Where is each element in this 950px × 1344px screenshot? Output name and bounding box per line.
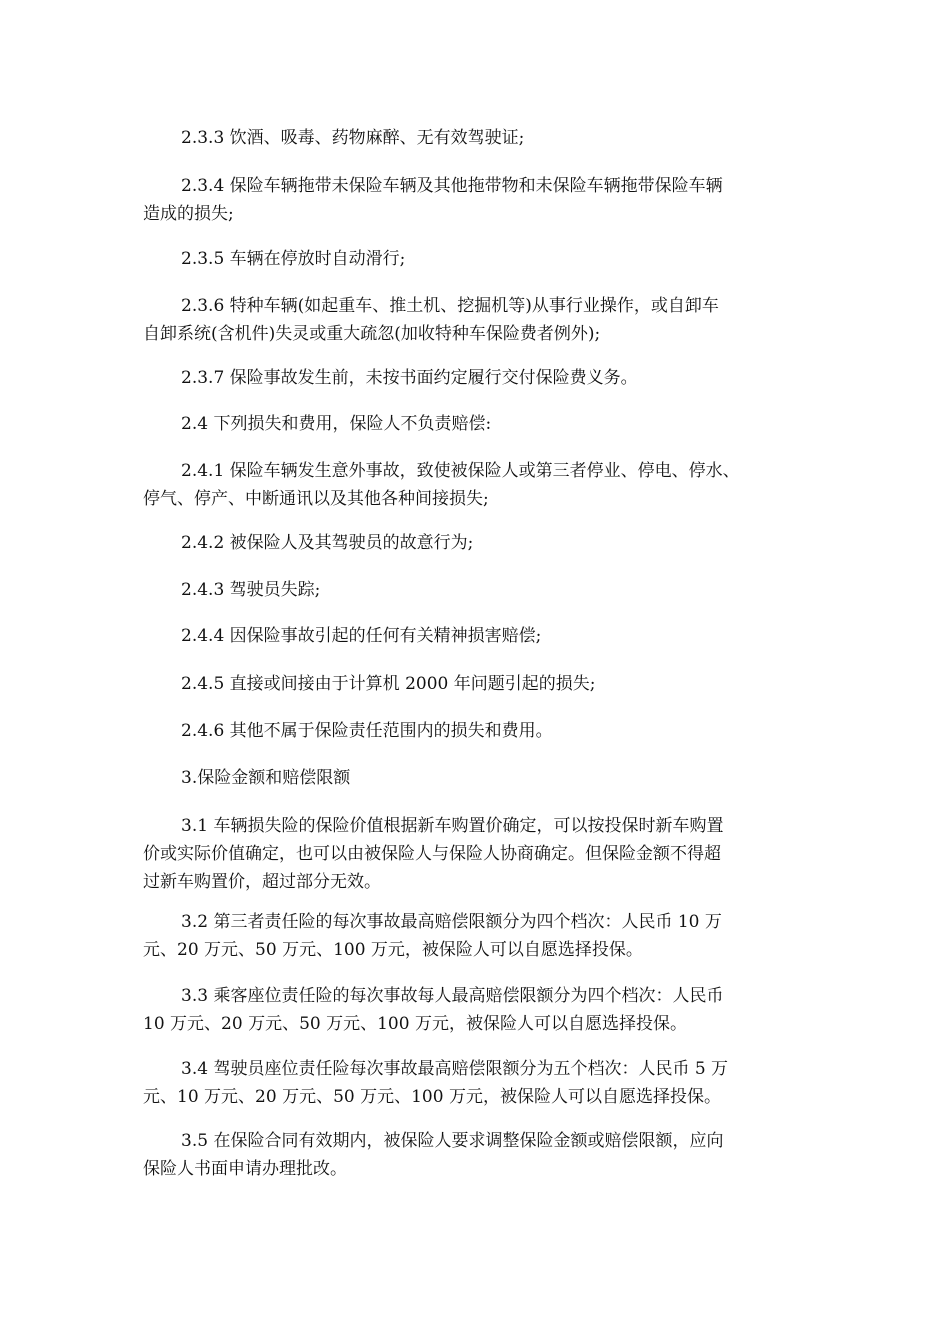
text-line: 2.4.6 其他不属于保险责任范围内的损失和费用。 (181, 721, 553, 741)
paragraph-3-1 (143, 812, 823, 896)
text-line: 2.4 下列损失和费用，保险人不负责赔偿: (181, 414, 492, 434)
text-line: 2.4.5 直接或间接由于计算机 2000 年问题引起的损失; (181, 674, 596, 694)
paragraph-2-3-4 (143, 172, 823, 228)
text-line: 3.1 车辆损失险的保险价值根据新车购置价确定，可以按投保时新车购置 (181, 816, 724, 836)
text-line: 2.3.7 保险事故发生前，未按书面约定履行交付保险费义务。 (181, 368, 638, 388)
text-line: 自卸系统(含机件)失灵或重大疏忽(加收特种车保险费者例外); (143, 324, 601, 344)
text-line: 2.3.4 保险车辆拖带未保险车辆及其他拖带物和未保险车辆拖带保险车辆 (181, 176, 723, 196)
paragraph-2-4-4 (143, 622, 823, 650)
paragraph-2-4-2 (143, 529, 823, 557)
text-line: 保险人书面申请办理批改。 (143, 1159, 347, 1179)
paragraph-2-3-7 (143, 364, 823, 392)
text-line: 元、20 万元、50 万元、100 万元，被保险人可以自愿选择投保。 (143, 940, 643, 960)
paragraph-2-4-5 (143, 670, 823, 698)
text-line: 3.3 乘客座位责任险的每次事故每人最高赔偿限额分为四个档次：人民币 (181, 986, 724, 1006)
paragraph-3-3 (143, 982, 823, 1038)
paragraph-2-4 (143, 410, 823, 438)
paragraph-2-3-5 (143, 245, 823, 273)
paragraph-2-3-3 (143, 124, 823, 152)
text-line: 造成的损失; (143, 204, 234, 224)
paragraph-2-3-6 (143, 292, 823, 348)
section-heading-3 (143, 764, 823, 792)
text-line: 2.3.6 特种车辆(如起重车、推土机、挖掘机等)从事行业操作，或自卸车 (181, 296, 719, 316)
text-line: 停气、停产、中断通讯以及其他各种间接损失; (143, 489, 489, 509)
text-line: 价或实际价值确定，也可以由被保险人与保险人协商确定。但保险金额不得超 (143, 844, 721, 864)
text-line: 2.4.4 因保险事故引起的任何有关精神损害赔偿; (181, 626, 542, 646)
paragraph-2-4-6 (143, 717, 823, 745)
paragraph-3-5 (143, 1127, 823, 1183)
text-line: 2.4.1 保险车辆发生意外事故，致使被保险人或第三者停业、停电、停水、 (181, 461, 740, 481)
paragraph-2-4-1 (143, 457, 823, 513)
section-heading: 3.保险金额和赔偿限额 (181, 768, 351, 788)
paragraph-3-2 (143, 908, 823, 964)
text-line: 3.2 第三者责任险的每次事故最高赔偿限额分为四个档次：人民币 10 万 (181, 912, 722, 932)
text-line: 10 万元、20 万元、50 万元、100 万元，被保险人可以自愿选择投保。 (143, 1014, 687, 1034)
text-line: 元、10 万元、20 万元、50 万元、100 万元，被保险人可以自愿选择投保。 (143, 1087, 721, 1107)
text-line: 2.4.2 被保险人及其驾驶员的故意行为; (181, 533, 474, 553)
text-line: 3.5 在保险合同有效期内，被保险人要求调整保险金额或赔偿限额，应向 (181, 1131, 724, 1151)
text-line: 2.3.3 饮酒、吸毒、药物麻醉、无有效驾驶证; (181, 128, 525, 148)
text-line: 3.4 驾驶员座位责任险每次事故最高赔偿限额分为五个档次：人民币 5 万 (181, 1059, 729, 1079)
text-line: 2.3.5 车辆在停放时自动滑行; (181, 249, 406, 269)
paragraph-2-4-3 (143, 576, 823, 604)
text-line: 过新车购置价，超过部分无效。 (143, 872, 381, 892)
paragraph-3-4 (143, 1055, 823, 1111)
text-line: 2.4.3 驾驶员失踪; (181, 580, 321, 600)
